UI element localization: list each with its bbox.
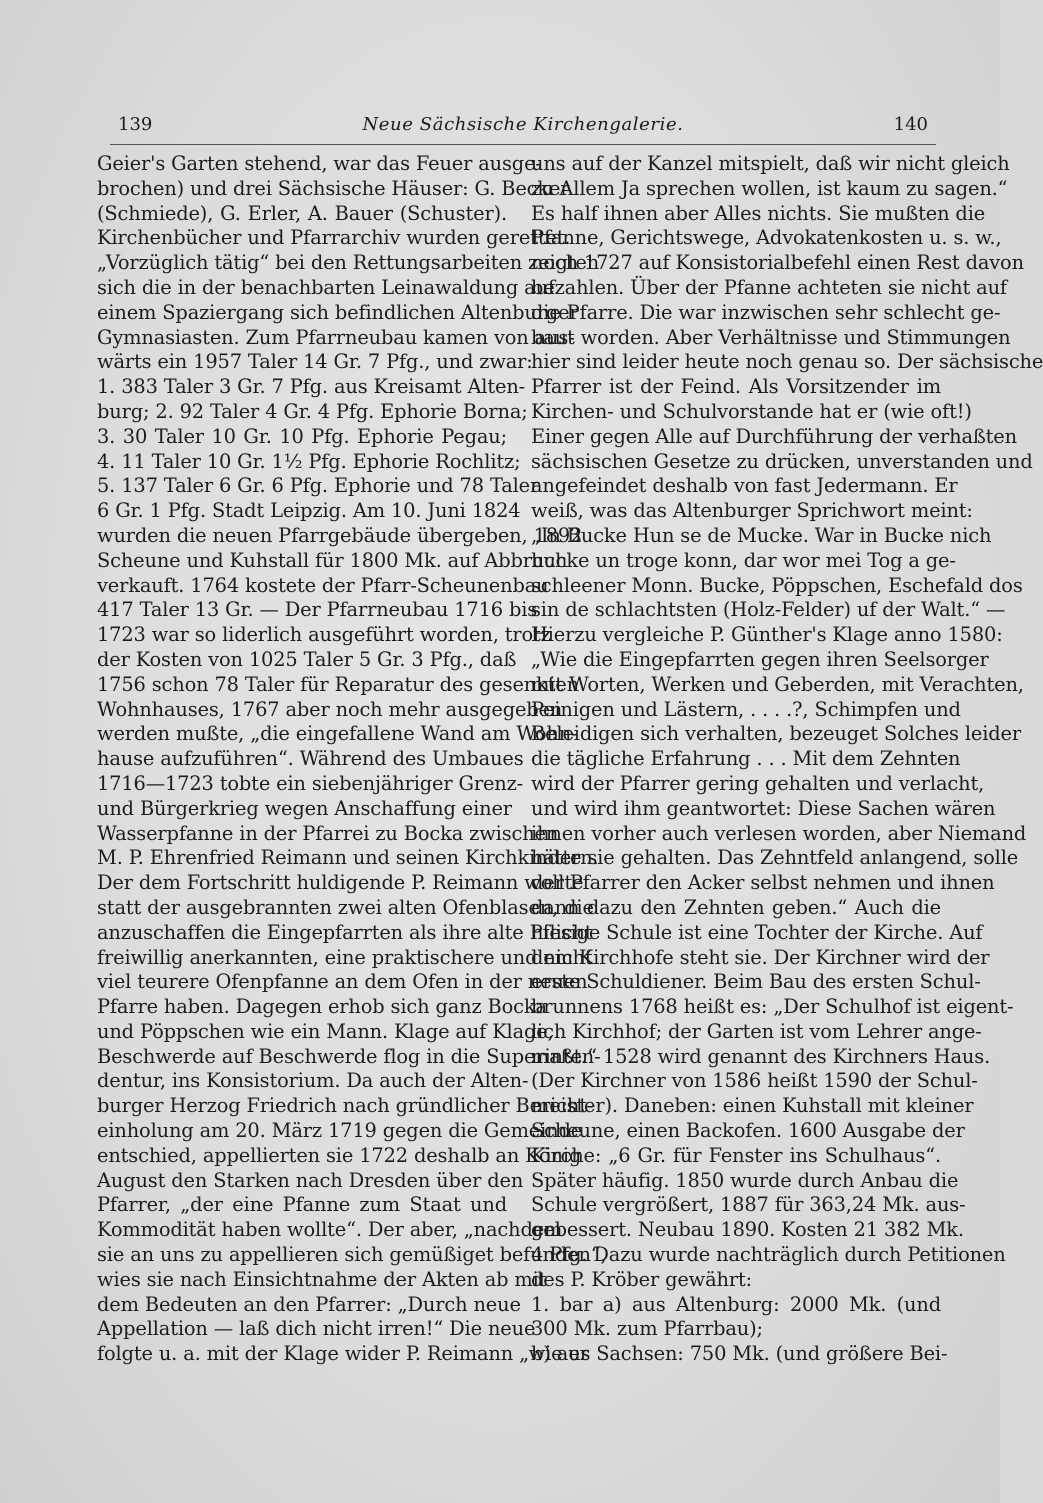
text-line: der Pfarrer den Acker selbst nehmen und ihnen (531, 871, 995, 895)
text-line: ihnen vorher auch verlesen worden, aber Niemand (531, 821, 1027, 845)
text-line: August den Starken nach Dresden über den (97, 1168, 524, 1192)
text-line: noch 1727 auf Konsistorialbefehl einen Rest davon (531, 251, 1024, 275)
text-line: b) aus Sachsen: 750 Mk. (und größere Bei- (531, 1342, 948, 1366)
text-line: werden mußte, „die eingefallene Wand am Wohn- (97, 722, 578, 746)
text-line: brunnens 1768 heißt es: „Der Schulhof ist eigent- (531, 995, 1014, 1019)
text-line: (Schmiede), G. Erler, A. Bauer (Schuster). (97, 201, 507, 225)
text-line: 4 Pfg. Dazu wurde nachträglich durch Petitionen (531, 1243, 1006, 1267)
text-line: gebessert. Neubau 1890. Kosten 21 382 Mk. (531, 1218, 964, 1242)
text-line: Geier's Garten stehend, war das Feuer ausge- (97, 152, 542, 175)
text-line: bezahlen. Über der Pfanne achteten sie nicht auf (531, 275, 1007, 299)
text-line: die Pfarre. Die war inzwischen sehr schlecht ge- (531, 300, 1001, 324)
text-line: Beleidigen sich verhalten, bezeuget Solches leider (531, 722, 1022, 746)
text-line: Kirchen- und Schulvorstande hat er (wie oft!) (531, 399, 972, 423)
text-line: sich die in der benachbarten Leinawaldung auf (97, 275, 555, 299)
text-line: Scheune, einen Backofen. 1600 Ausgabe der (531, 1119, 965, 1143)
text-line: sin de schlachtsten (Holz-Felder) uf der Walt.“ — (531, 598, 1006, 622)
text-line: verkauft. 1764 kostete der Pfarr-Scheunenbau (97, 573, 549, 597)
text-line: und Pöppschen wie ein Mann. Klage auf Klage, (97, 1019, 554, 1043)
text-line: Pfarrer, „der eine Pfanne zum Staat und (97, 1193, 507, 1217)
text-line: und wird ihm geantwortet: Diese Sachen wären (531, 796, 996, 820)
text-line: dann dazu den Zehnten geben.“ Auch die (531, 895, 941, 919)
text-line: Kommodität haben wollte“. Der aber, „nachdem (97, 1218, 563, 1242)
text-line: sächsischen Gesetze zu drücken, unverstanden und (531, 449, 1033, 473)
text-line: 1723 war so liderlich ausgeführt worden, trotz (97, 623, 551, 647)
page-header (110, 114, 936, 145)
right-column (531, 152, 1043, 1367)
text-line: burg; 2. 92 Taler 4 Gr. 4 Pfg. Ephorie Borna; (97, 399, 528, 423)
text-line: Pfarrer ist der Feind. Als Vorsitzender im (531, 375, 941, 399)
text-line: wies sie nach Einsichtnahme der Akten ab mit (97, 1267, 547, 1291)
text-line: 1. 383 Taler 3 Gr. 7 Pfg. aus Kreisamt Alten- (97, 375, 526, 399)
text-line: Es half ihnen aber Alles nichts. Sie mußten die (531, 201, 986, 225)
text-line: und Bürgerkrieg wegen Anschaffung einer (97, 796, 512, 820)
text-line: Kirche: „6 Gr. für Fenster ins Schulhaus“. (531, 1143, 941, 1167)
text-line: hier sind leider heute noch genau so. Der sächsische (531, 350, 1043, 374)
text-line: Beschwerde auf Beschwerde flog in die Superinten- (97, 1044, 601, 1068)
text-line: die tägliche Erfahrung . . . Mit dem Zehnten (531, 747, 961, 771)
text-line: hiesige Schule ist eine Tochter der Kirche. Auf (531, 920, 983, 944)
text-line: einem Spaziergang sich befindlichen Altenburger (97, 300, 579, 324)
text-line: freiwillig anerkannten, eine praktischere und nicht (97, 945, 593, 969)
text-line: hucke un troge konn, dar wor mei Tog a ge- (531, 548, 956, 572)
text-line: einholung am 20. März 1719 gegen die Gemeinde (97, 1119, 583, 1143)
text-line: mit Worten, Werken und Geberden, mit Verachten, (531, 672, 1024, 696)
text-line: wird der Pfarrer gering gehalten und verlacht, (531, 771, 985, 795)
text-line: hätte sie gehalten. Das Zehntfeld anlangend, solle (531, 846, 1019, 870)
text-line: wurden die neuen Pfarrgebäude übergeben, 1892 (97, 523, 583, 547)
text-line: Wohnhauses, 1767 aber noch mehr ausgegeben (97, 697, 563, 721)
text-line: maßt.“ 1528 wird genannt des Kirchners Haus. (531, 1044, 991, 1068)
text-line: (Der Kirchner von 1586 heißt 1590 der Schul- (531, 1069, 978, 1093)
text-line: brochen) und drei Sächsische Häuser: G. Becker (97, 176, 570, 200)
text-line: 300 Mk. zum Pfarrbau); (531, 1317, 763, 1341)
text-line: Gymnasiasten. Zum Pfarrneubau kamen von aus- (97, 325, 575, 349)
text-line: uns auf der Kanzel mitspielt, daß wir nicht gleich (531, 152, 1010, 175)
text-line: 3. 30 Taler 10 Gr. 10 Pfg. Ephorie Pegau; (97, 424, 507, 448)
text-line: dentur, ins Konsistorium. Da auch der Alten- (97, 1069, 529, 1093)
text-line: „Vorzüglich tätig“ bei den Rettungsarbeiten zeigten (97, 251, 600, 275)
text-line: entschied, appellierten sie 1722 deshalb an König (97, 1143, 582, 1167)
text-line: meister). Daneben: einen Kuhstall mit kleiner (531, 1094, 974, 1118)
text-line: der Kosten von 1025 Taler 5 Gr. 3 Pfg., daß (97, 647, 517, 671)
text-line: anzuschaffen die Eingepfarrten als ihre alte Pflicht (97, 920, 593, 944)
text-line: 1. bar a) aus Altenburg: 2000 Mk. (und (531, 1292, 941, 1316)
text-line: Kirchenbücher und Pfarrarchiv wurden gerettet. (97, 226, 571, 250)
text-line: Appellation — laß dich nicht irren!“ Die neue (97, 1317, 536, 1341)
text-line: 6 Gr. 1 Pfg. Stadt Leipzig. Am 10. Juni 1824 (97, 499, 521, 523)
text-line: zu Allem Ja sprechen wollen, ist kaum zu sagen.“ (531, 176, 1008, 200)
text-line: weiß, was das Altenburger Sprichwort meint: (531, 499, 973, 523)
text-line: lich Kirchhof; der Garten ist vom Lehrer ange- (531, 1019, 982, 1043)
text-line: dem Kirchhofe steht sie. Der Kirchner wird der (531, 945, 990, 969)
text-line: statt der ausgebrannten zwei alten Ofenblasen, die (97, 895, 594, 919)
text-line: Wasserpfanne in der Pfarrei zu Bocka zwischen (97, 821, 559, 845)
text-line: „Wie die Eingepfarrten gegen ihren Seelsorger (531, 647, 989, 671)
text-line: Einer gegen Alle auf Durchführung der verhaßten (531, 424, 1017, 448)
text-line: 417 Taler 13 Gr. — Der Pfarrneubau 1716 bis (97, 598, 538, 622)
text-line: folgte u. a. mit der Klage wider P. Reimann „wie er (97, 1342, 589, 1366)
text-line: angefeindet deshalb von fast Jedermann. Er (531, 474, 958, 498)
text-line: Später häufig. 1850 wurde durch Anbau die (531, 1168, 959, 1192)
page-number-left: 139 (118, 114, 153, 135)
text-line: 5. 137 Taler 6 Gr. 6 Pfg. Ephorie und 78 Taler (97, 474, 540, 498)
text-line: „In Bucke Hun se de Mucke. War in Bucke nich (531, 523, 992, 547)
text-line: Peinigen und Lästern, . . . .?, Schimpfen und (531, 697, 961, 721)
text-line: Pfarre haben. Dagegen erhob sich ganz Bocka (97, 995, 547, 1019)
running-title: Neue Sächsische Kirchengalerie. (362, 114, 684, 135)
text-line: hause aufzuführen“. Während des Umbaues (97, 747, 524, 771)
text-line: dem Bedeuten an den Pfarrer: „Durch neue (97, 1292, 521, 1316)
text-line: Der dem Fortschritt huldigende P. Reimann wollte (97, 871, 584, 895)
text-line: erste Schuldiener. Beim Bau des ersten Schul- (531, 970, 981, 994)
text-line: baut worden. Aber Verhältnisse und Stimmungen (531, 325, 1011, 349)
text-line: Pfanne, Gerichtswege, Advokatenkosten u. s. w., (531, 226, 1002, 250)
text-line: Schule vergrößert, 1887 für 363,24 Mk. aus- (531, 1193, 966, 1217)
text-line: M. P. Ehrenfried Reimann und seinen Kirchkindern. (97, 846, 599, 870)
text-line: des P. Kröber gewährt: (531, 1267, 753, 1291)
text-line: 4. 11 Taler 10 Gr. 1½ Pfg. Ephorie Rochlitz; (97, 449, 521, 473)
text-line: sie an uns zu appellieren sich gemüßiget befunden“, (97, 1243, 607, 1267)
text-line: 1716—1723 tobte ein siebenjähriger Grenz- (97, 771, 524, 795)
text-line: schleener Monn. Bucke, Pöppschen, Eschefald dos (531, 573, 1023, 597)
page-number-right: 140 (893, 114, 928, 135)
text-line: Hierzu vergleiche P. Günther's Klage anno 1580: (531, 623, 1003, 647)
text-line: Scheune und Kuhstall für 1800 Mk. auf Abbruch (97, 548, 568, 572)
text-line: 1756 schon 78 Taler für Reparatur des gesenkten (97, 672, 580, 696)
text-line: burger Herzog Friedrich nach gründlicher Bericht- (97, 1094, 594, 1118)
left-column (97, 152, 607, 1367)
text-line: viel teurere Ofenpfanne an dem Ofen in der neuen (97, 970, 588, 994)
text-line: wärts ein 1957 Taler 14 Gr. 7 Pfg., und zwar: (97, 350, 533, 374)
